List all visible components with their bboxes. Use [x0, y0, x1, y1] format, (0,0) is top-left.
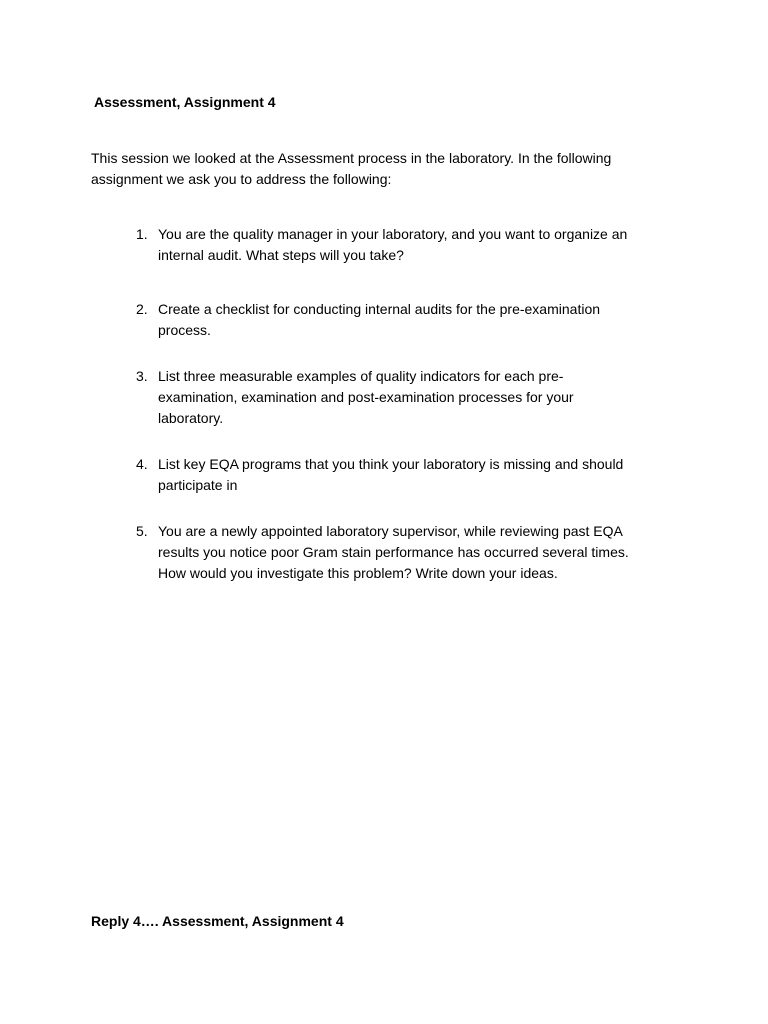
question-line: results you notice poor Gram stain performance has occurred several times.: [158, 544, 629, 560]
question-line: List key EQA programs that you think your laboratory is missing and should: [158, 456, 624, 472]
question-text: [158, 454, 688, 496]
question-text: [158, 299, 688, 341]
question-line: laboratory.: [158, 410, 224, 426]
intro-paragraph: [91, 148, 691, 190]
question-number: 2.: [136, 301, 148, 317]
question-line: You are the quality manager in your laboratory, and you want to organize an: [158, 226, 628, 242]
question-line: internal audit. What steps will you take?: [158, 247, 404, 263]
question-line: process.: [158, 322, 211, 338]
question-line: List three measurable examples of quality indicators for each pre-: [158, 368, 564, 384]
question-line: participate in: [158, 477, 238, 493]
intro-line: assignment we ask you to address the following:: [91, 171, 392, 187]
intro-line: This session we looked at the Assessment process in the laboratory. In the following: [91, 150, 612, 166]
question-number: 3.: [136, 368, 148, 384]
question-line: Create a checklist for conducting internal audits for the pre-examination: [158, 301, 601, 317]
question-text: [158, 521, 688, 584]
question-text: [158, 366, 688, 429]
reply-heading: Reply 4…. Assessment, Assignment 4: [91, 913, 344, 929]
question-text: [158, 224, 688, 266]
question-number: 1.: [136, 226, 148, 242]
question-line: examination, examination and post-examination processes for your: [158, 389, 574, 405]
question-number: 4.: [136, 456, 148, 472]
question-number: 5.: [136, 523, 148, 539]
question-line: How would you investigate this problem? Write down your ideas.: [158, 565, 558, 581]
question-line: You are a newly appointed laboratory supervisor, while reviewing past EQA: [158, 523, 623, 539]
document-title: Assessment, Assignment 4: [94, 94, 276, 110]
